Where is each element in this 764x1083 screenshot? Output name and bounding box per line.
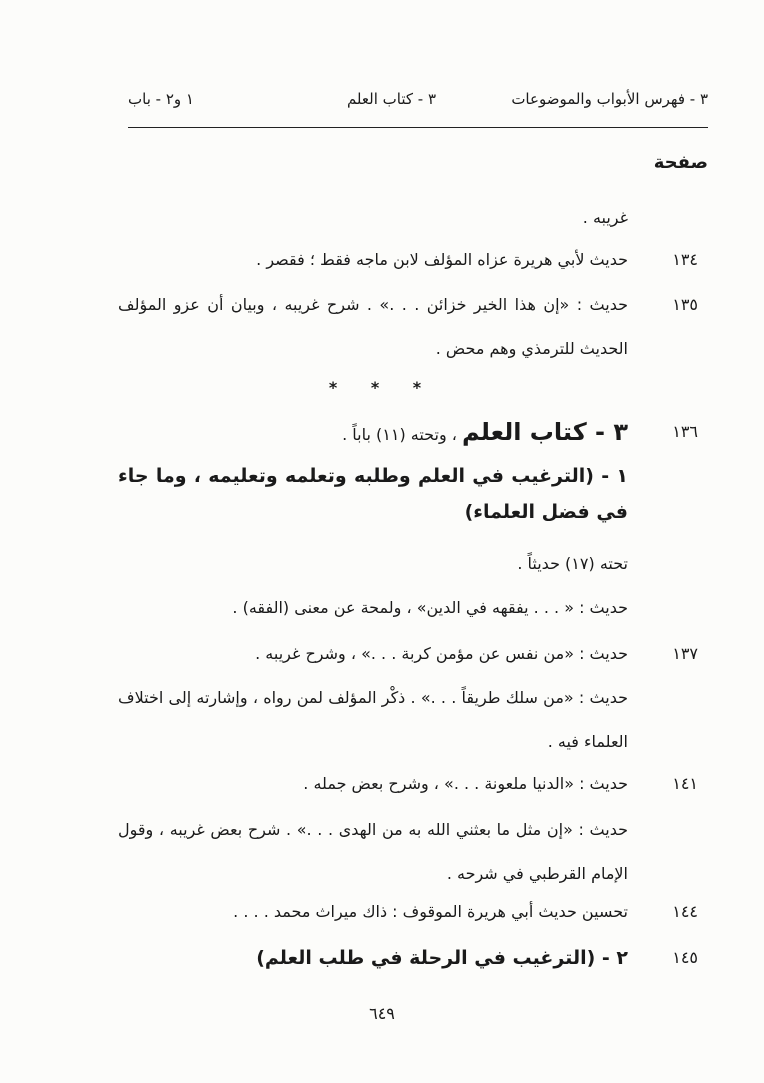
entry-text: حديث : « . . . يفقهه في الدين» ، ولمحة عن معنى (الفقه) .: [232, 598, 628, 617]
entry-page-number: ١٤٤: [672, 902, 698, 921]
entry-page-number: ١٤٥: [672, 948, 698, 967]
index-entry: [118, 283, 698, 371]
running-header: [128, 90, 708, 120]
entry-text: حديث : «إن مثل ما بعثني الله به من الهدى . . .» . شرح بعض غريبه ، وقول الإمام القرطبي في شرحه .: [118, 820, 628, 883]
index-entry: [118, 808, 698, 896]
index-entry: [118, 676, 698, 764]
page-column-label: صفحة: [653, 152, 708, 173]
index-entry: [118, 632, 698, 676]
chapter-title: ٢ - (الترغيب في الرحلة في طلب العلم): [256, 947, 628, 969]
book-title: ٣ - كتاب العلم: [462, 418, 628, 446]
index-entry-book-heading: [118, 410, 698, 457]
entry-text: حديث : «من نفس عن مؤمن كربة . . .» ، وشرح غريبه .: [255, 644, 628, 663]
header-chapter-range: ١ و٢ - باب: [128, 90, 194, 108]
index-entry: [118, 196, 698, 240]
entry-text: حديث : «إن هذا الخير خزائن . . .» . شرح غريبه ، وبيان أن عزو المؤلف الحديث للترمذي وهم محض .: [118, 295, 628, 358]
entry-page-number: ١٤١: [672, 774, 698, 793]
index-entry: [118, 586, 698, 630]
entry-text: حديث لأبي هريرة عزاه المؤلف لابن ماجه فقط ؛ فقصر .: [256, 250, 628, 269]
entry-text: [118, 410, 628, 457]
entry-text: حديث : «الدنيا ملعونة . . .» ، وشرح بعض جمله .: [303, 774, 628, 793]
page-number: ٦٤٩: [369, 1004, 395, 1023]
chapter-heading: [118, 458, 698, 530]
section-separator-stars: * * *: [328, 378, 436, 397]
entry-page-number: ١٣٤: [672, 250, 698, 269]
header-divider: [128, 127, 708, 128]
chapter-heading: [118, 936, 698, 980]
entry-text: غريبه .: [582, 208, 628, 227]
chapter-title: ١ - (الترغيب في العلم وطلبه وتعلمه وتعليمه ، وما جاء في فضل العلماء): [118, 465, 628, 523]
index-entry: [118, 762, 698, 806]
entry-page-number: ١٣٦: [672, 422, 698, 441]
index-entry: [118, 890, 698, 934]
header-book-title: ٣ - كتاب العلم: [346, 90, 436, 108]
entry-text: حديث : «من سلك طريقاً . . .» . ذكْر المؤلف لمن رواه ، وإشارته إلى اختلاف العلماء فيه .: [118, 688, 628, 751]
header-section-title: ٣ - فهرس الأبواب والموضوعات: [511, 90, 708, 108]
entry-page-number: ١٣٧: [672, 644, 698, 663]
entry-text: تحته (١٧) حديثاً .: [517, 554, 628, 573]
index-entry: [118, 542, 698, 586]
index-entry: [118, 238, 698, 282]
book-subtitle-note: ، وتحته (١١) باباً .: [342, 425, 457, 444]
entry-text: تحسين حديث أبي هريرة الموقوف : ذاك ميراث محمد . . . .: [233, 902, 628, 921]
entry-page-number: ١٣٥: [672, 295, 698, 314]
